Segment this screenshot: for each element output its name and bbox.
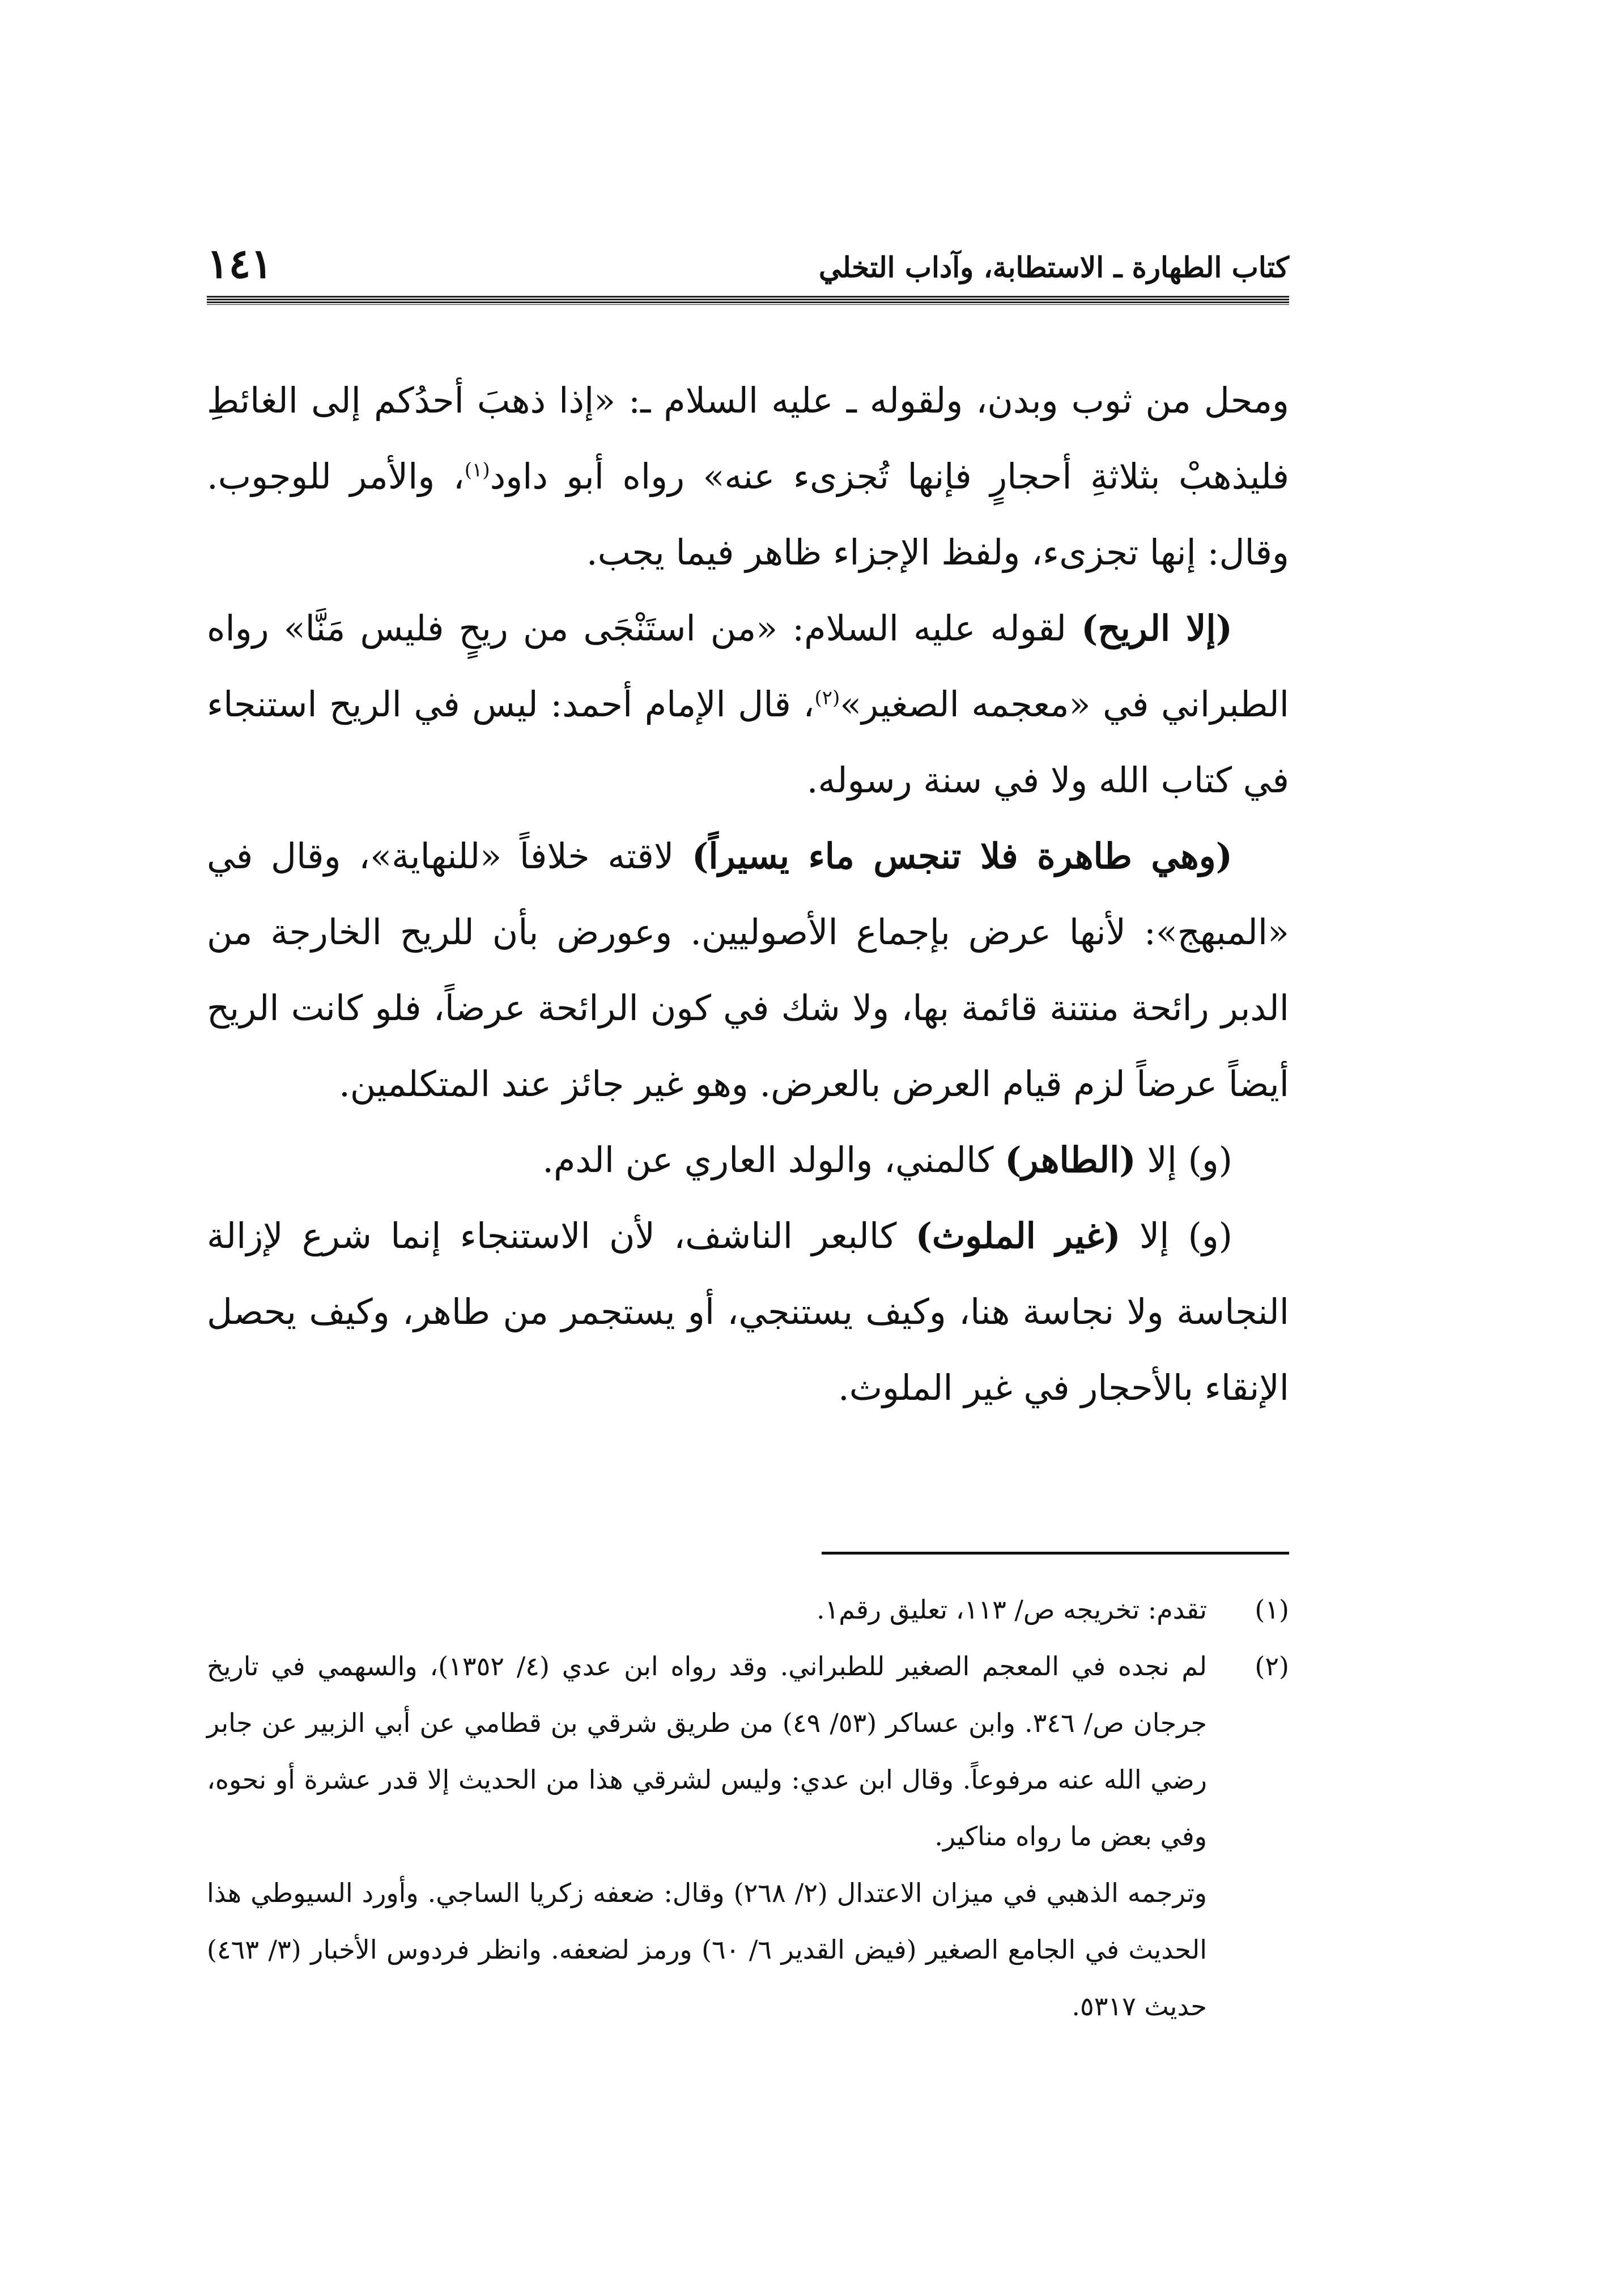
matn-term: (غير الملوث) <box>915 1215 1121 1256</box>
paragraph-1 <box>207 363 1289 591</box>
paragraph-lead: (و) إلا <box>1120 1215 1232 1256</box>
paragraph-text: كالبعر الناشف، لأن الاستنجاء إنما شرع لإزالة النجاسة ولا نجاسة هنا، وكيف يستنجي، أو يستجمر من طاهر، وكيف يحصل الإنقاء بالأحجار في غير الملوث. <box>207 1215 1289 1408</box>
footnote-text: لم نجده في المعجم الصغير للطبراني. وقد رواه ابن عدي (٤/ ١٣٥٢)، والسهمي في تاريخ جرجان ص/ ٣٤٦. وابن عساكر (٥٣/ ٤٩) من طريق شرقي بن قطامي عن أبي الزبير عن جابر رضي الله عنه مرفوعاً. وقال ابن عدي: وليس لشرقي هذا من الحديث إلا قدر عشرة أو نحوه، وفي بعض ما رواه مناكير. <box>207 1651 1208 1852</box>
matn-term: (وهي طاهرة فلا تنجس ماء يسيراً) <box>691 835 1232 877</box>
footnote-ref-2: (٢) <box>814 686 840 710</box>
paragraph-text: ومحل من ثوب وبدن، ولقوله ـ عليه السلام ـ: «إذا ذهبَ أحدُكم إلى الغائطِ فليذهبْ بثلاثةِ أحجارٍ فإنها تُجزىء عنه» رواه أبو داود <box>207 380 1289 497</box>
footnote-1 <box>207 1581 1289 1638</box>
footnote-text: وترجمه الذهبي في ميزان الاعتدال (٢/ ٢٦٨) وقال: ضعفه زكريا الساجي. وأورد السيوطي هذا الحديث في الجامع الصغير (فيض القدير ٦/ ٦٠) ورمز لضعفه. وانظر فردوس الأخبار (٣/ ٤٦٣) حديث ٥٣١٧. <box>207 1878 1207 2022</box>
footnotes <box>207 1581 1289 2035</box>
running-header <box>207 235 1289 292</box>
paragraph-text: لاقته خلافاً «للنهاية»، وقال في «المبهج»: لأنها عرض بإجماع الأصوليين. وعورض بأن للريح الخارجة من الدبر رائحة منتنة قائمة بها، ولا شك في كون الرائحة عرضاً، فلو كانت الريح أيضاً عرضاً لزم قيام العرض بالعرض. وهو غير جائز عند المتكلمين. <box>207 835 1289 1105</box>
paragraph-text: لقوله عليه السلام: «من استَنْجَى من ريحٍ فليس مَنَّا» رواه الطبراني في «معجمه الصغير» <box>207 608 1289 725</box>
paragraph-text: كالمني، والولد العاري عن الدم. <box>542 1139 1005 1181</box>
footnote-separator <box>822 1552 1289 1555</box>
paragraph-lead: (و) إلا <box>1136 1139 1232 1181</box>
footnote-2-continuation <box>207 1865 1289 2035</box>
footnote-number: (٢) <box>1255 1651 1289 1681</box>
paragraph-5 <box>207 1198 1289 1426</box>
footnote-text: تقدم: تخريجه ص/ ١١٣، تعليق رقم١. <box>816 1594 1207 1625</box>
paragraph-text: ، والأمر للوجوب. وقال: إنها تجزىء، ولفظ الإجزاء ظاهر فيما يجب. <box>207 456 1289 573</box>
paragraph-4 <box>207 1122 1289 1198</box>
page-number: ١٤١ <box>207 239 273 287</box>
footnote-number: (١) <box>1255 1594 1289 1625</box>
paragraph-text: ، قال الإمام أحمد: ليس في الريح استنجاء في كتاب الله ولا في سنة رسوله. <box>207 683 1289 801</box>
footnote-ref-1: (١) <box>464 458 490 482</box>
footnote-2 <box>207 1638 1289 1865</box>
paragraph-2 <box>207 591 1289 818</box>
matn-term: (إلا الريح) <box>1081 608 1232 649</box>
matn-term: (الطاهر) <box>1005 1139 1136 1181</box>
paragraph-3 <box>207 818 1289 1122</box>
header-divider <box>207 296 1289 305</box>
main-text <box>207 363 1289 1426</box>
chapter-title: كتاب الطهارة ـ الاستطابة، وآداب التخلي <box>818 250 1289 284</box>
